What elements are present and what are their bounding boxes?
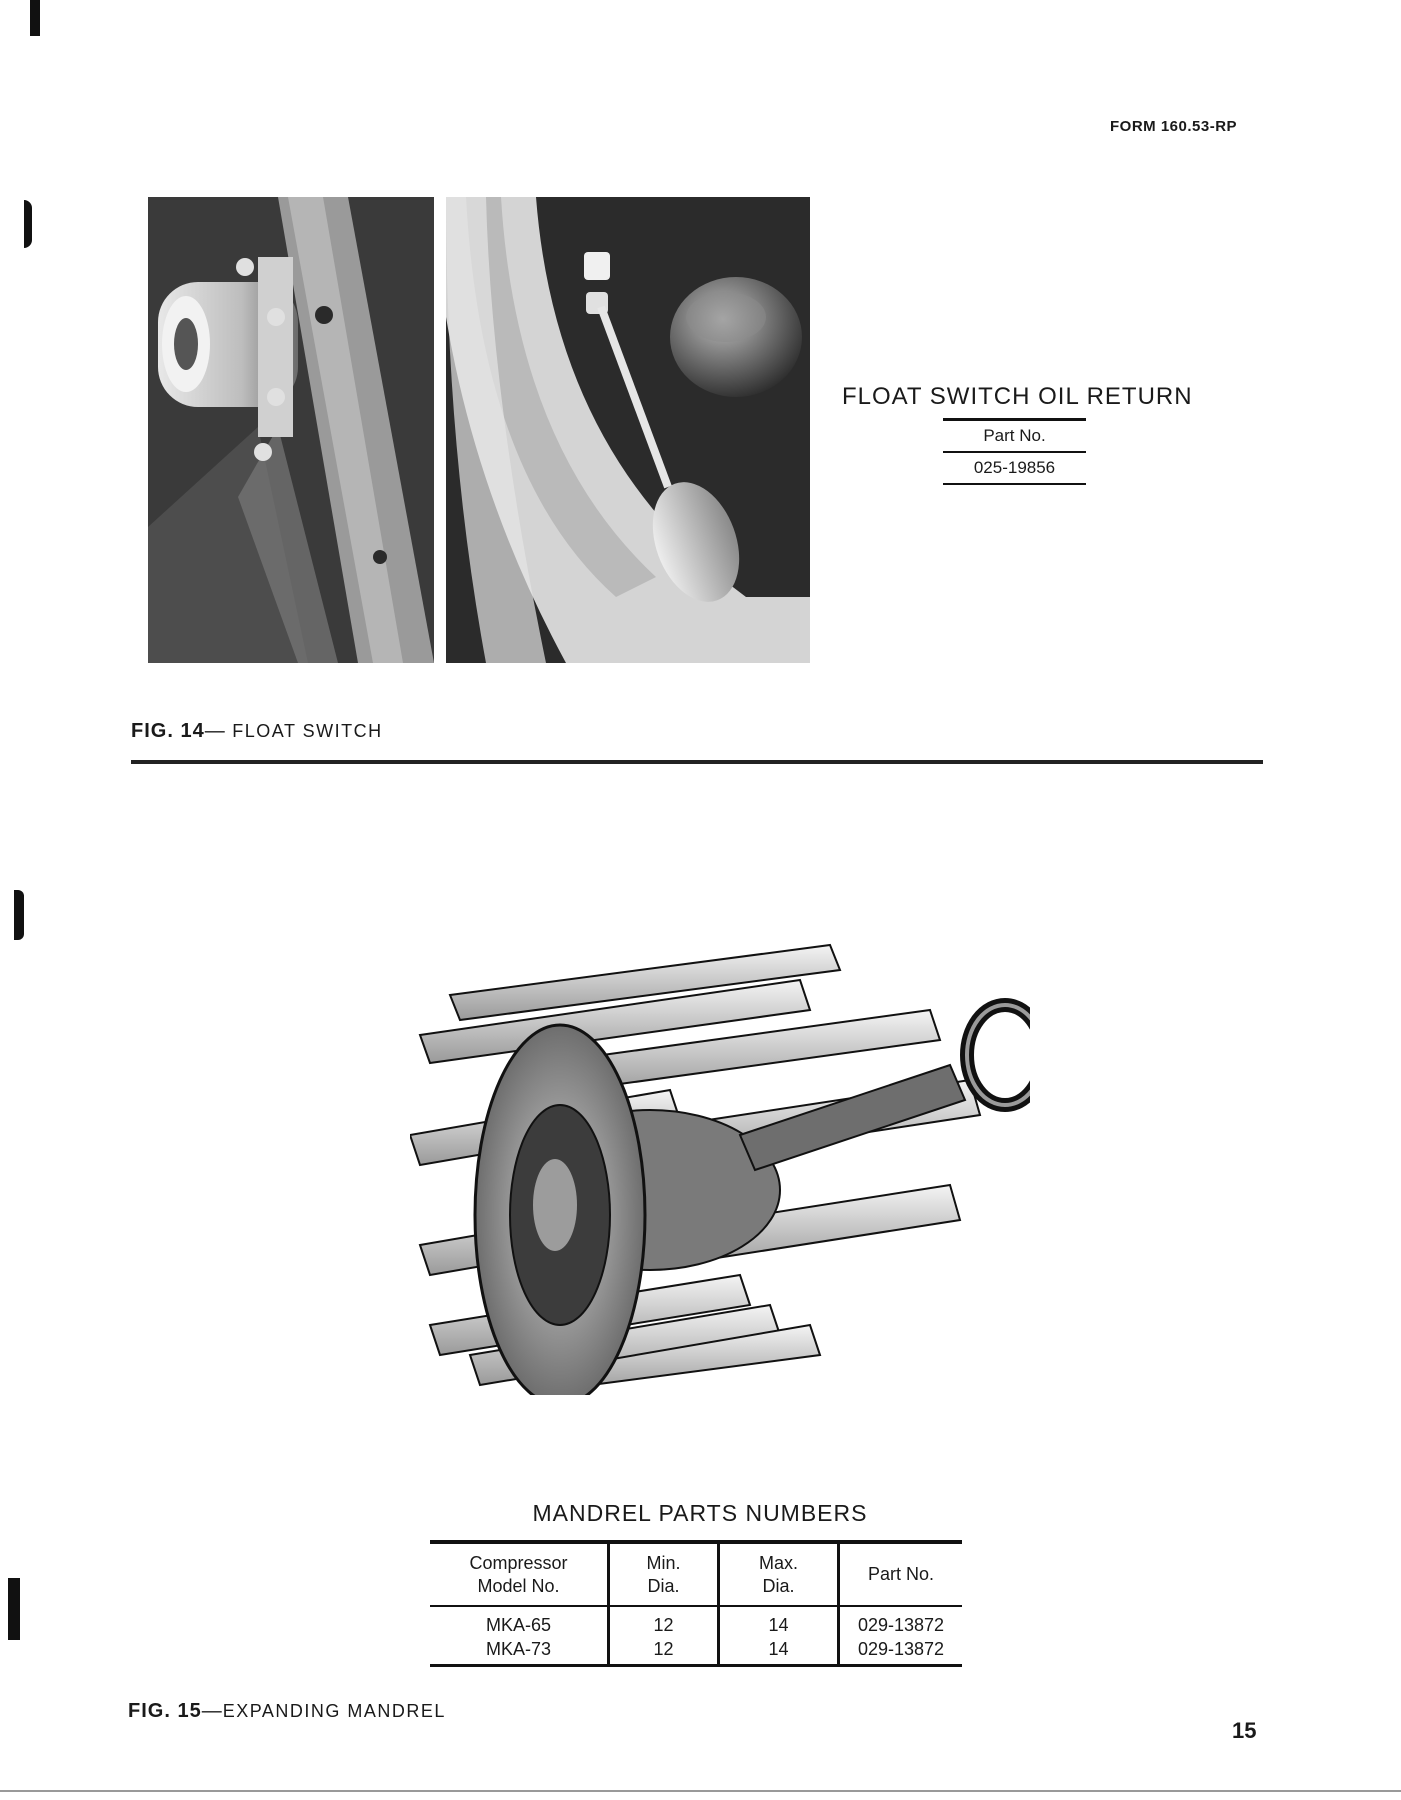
fig15-number: FIG. 15 <box>128 1700 202 1722</box>
table-row <box>430 1606 962 1638</box>
page-number: 15 <box>1232 1718 1257 1743</box>
bottom-edge-rule <box>0 1790 1401 1792</box>
column-header-part-no: Part No. <box>839 1542 963 1606</box>
float-switch-title: FLOAT SWITCH OIL RETURN <box>842 383 1193 410</box>
part-no-value: 025-19856 <box>943 452 1086 484</box>
form-number: FORM 160.53-RP <box>1110 118 1238 135</box>
binder-mark-middle <box>14 890 24 940</box>
fig14-separator: — <box>204 720 226 742</box>
cell-max-dia: 14 <box>719 1606 839 1638</box>
fig14-caption <box>131 720 383 743</box>
column-header-min-dia: Min. Dia. <box>609 1542 719 1606</box>
fig15-caption-text: EXPANDING MANDREL <box>222 1701 446 1721</box>
cell-max-dia: 14 <box>719 1638 839 1666</box>
fig14-caption-text: FLOAT SWITCH <box>232 721 383 741</box>
expanding-mandrel-illustration <box>410 915 1030 1395</box>
binder-mark-lower <box>8 1578 20 1640</box>
fig14-number: FIG. 14 <box>131 720 205 742</box>
binder-mark-upper <box>24 200 32 248</box>
section-divider <box>131 760 1263 764</box>
float-switch-photo-float <box>446 197 810 663</box>
binder-mark-top <box>30 0 40 36</box>
mandrel-parts-title: MANDREL PARTS NUMBERS <box>532 1500 868 1526</box>
column-header-max-dia: Max. Dia. <box>719 1542 839 1606</box>
table-row <box>430 1638 962 1666</box>
cell-part-no: 029-13872 <box>839 1638 963 1666</box>
cell-min-dia: 12 <box>609 1638 719 1666</box>
column-header-compressor-model: Compressor Model No. <box>430 1542 609 1606</box>
cell-part-no: 029-13872 <box>839 1606 963 1638</box>
cell-min-dia: 12 <box>609 1606 719 1638</box>
fig15-caption <box>128 1700 446 1723</box>
part-no-header: Part No. <box>943 420 1086 453</box>
cell-model: MKA-65 <box>485 1615 552 1635</box>
mandrel-parts-table <box>430 1540 962 1667</box>
float-switch-part-table <box>943 418 1086 485</box>
fig15-separator: — <box>201 1700 223 1722</box>
table-header-row <box>430 1542 962 1606</box>
float-switch-photo-housing <box>148 197 434 663</box>
cell-model: MKA-73 <box>430 1638 609 1666</box>
